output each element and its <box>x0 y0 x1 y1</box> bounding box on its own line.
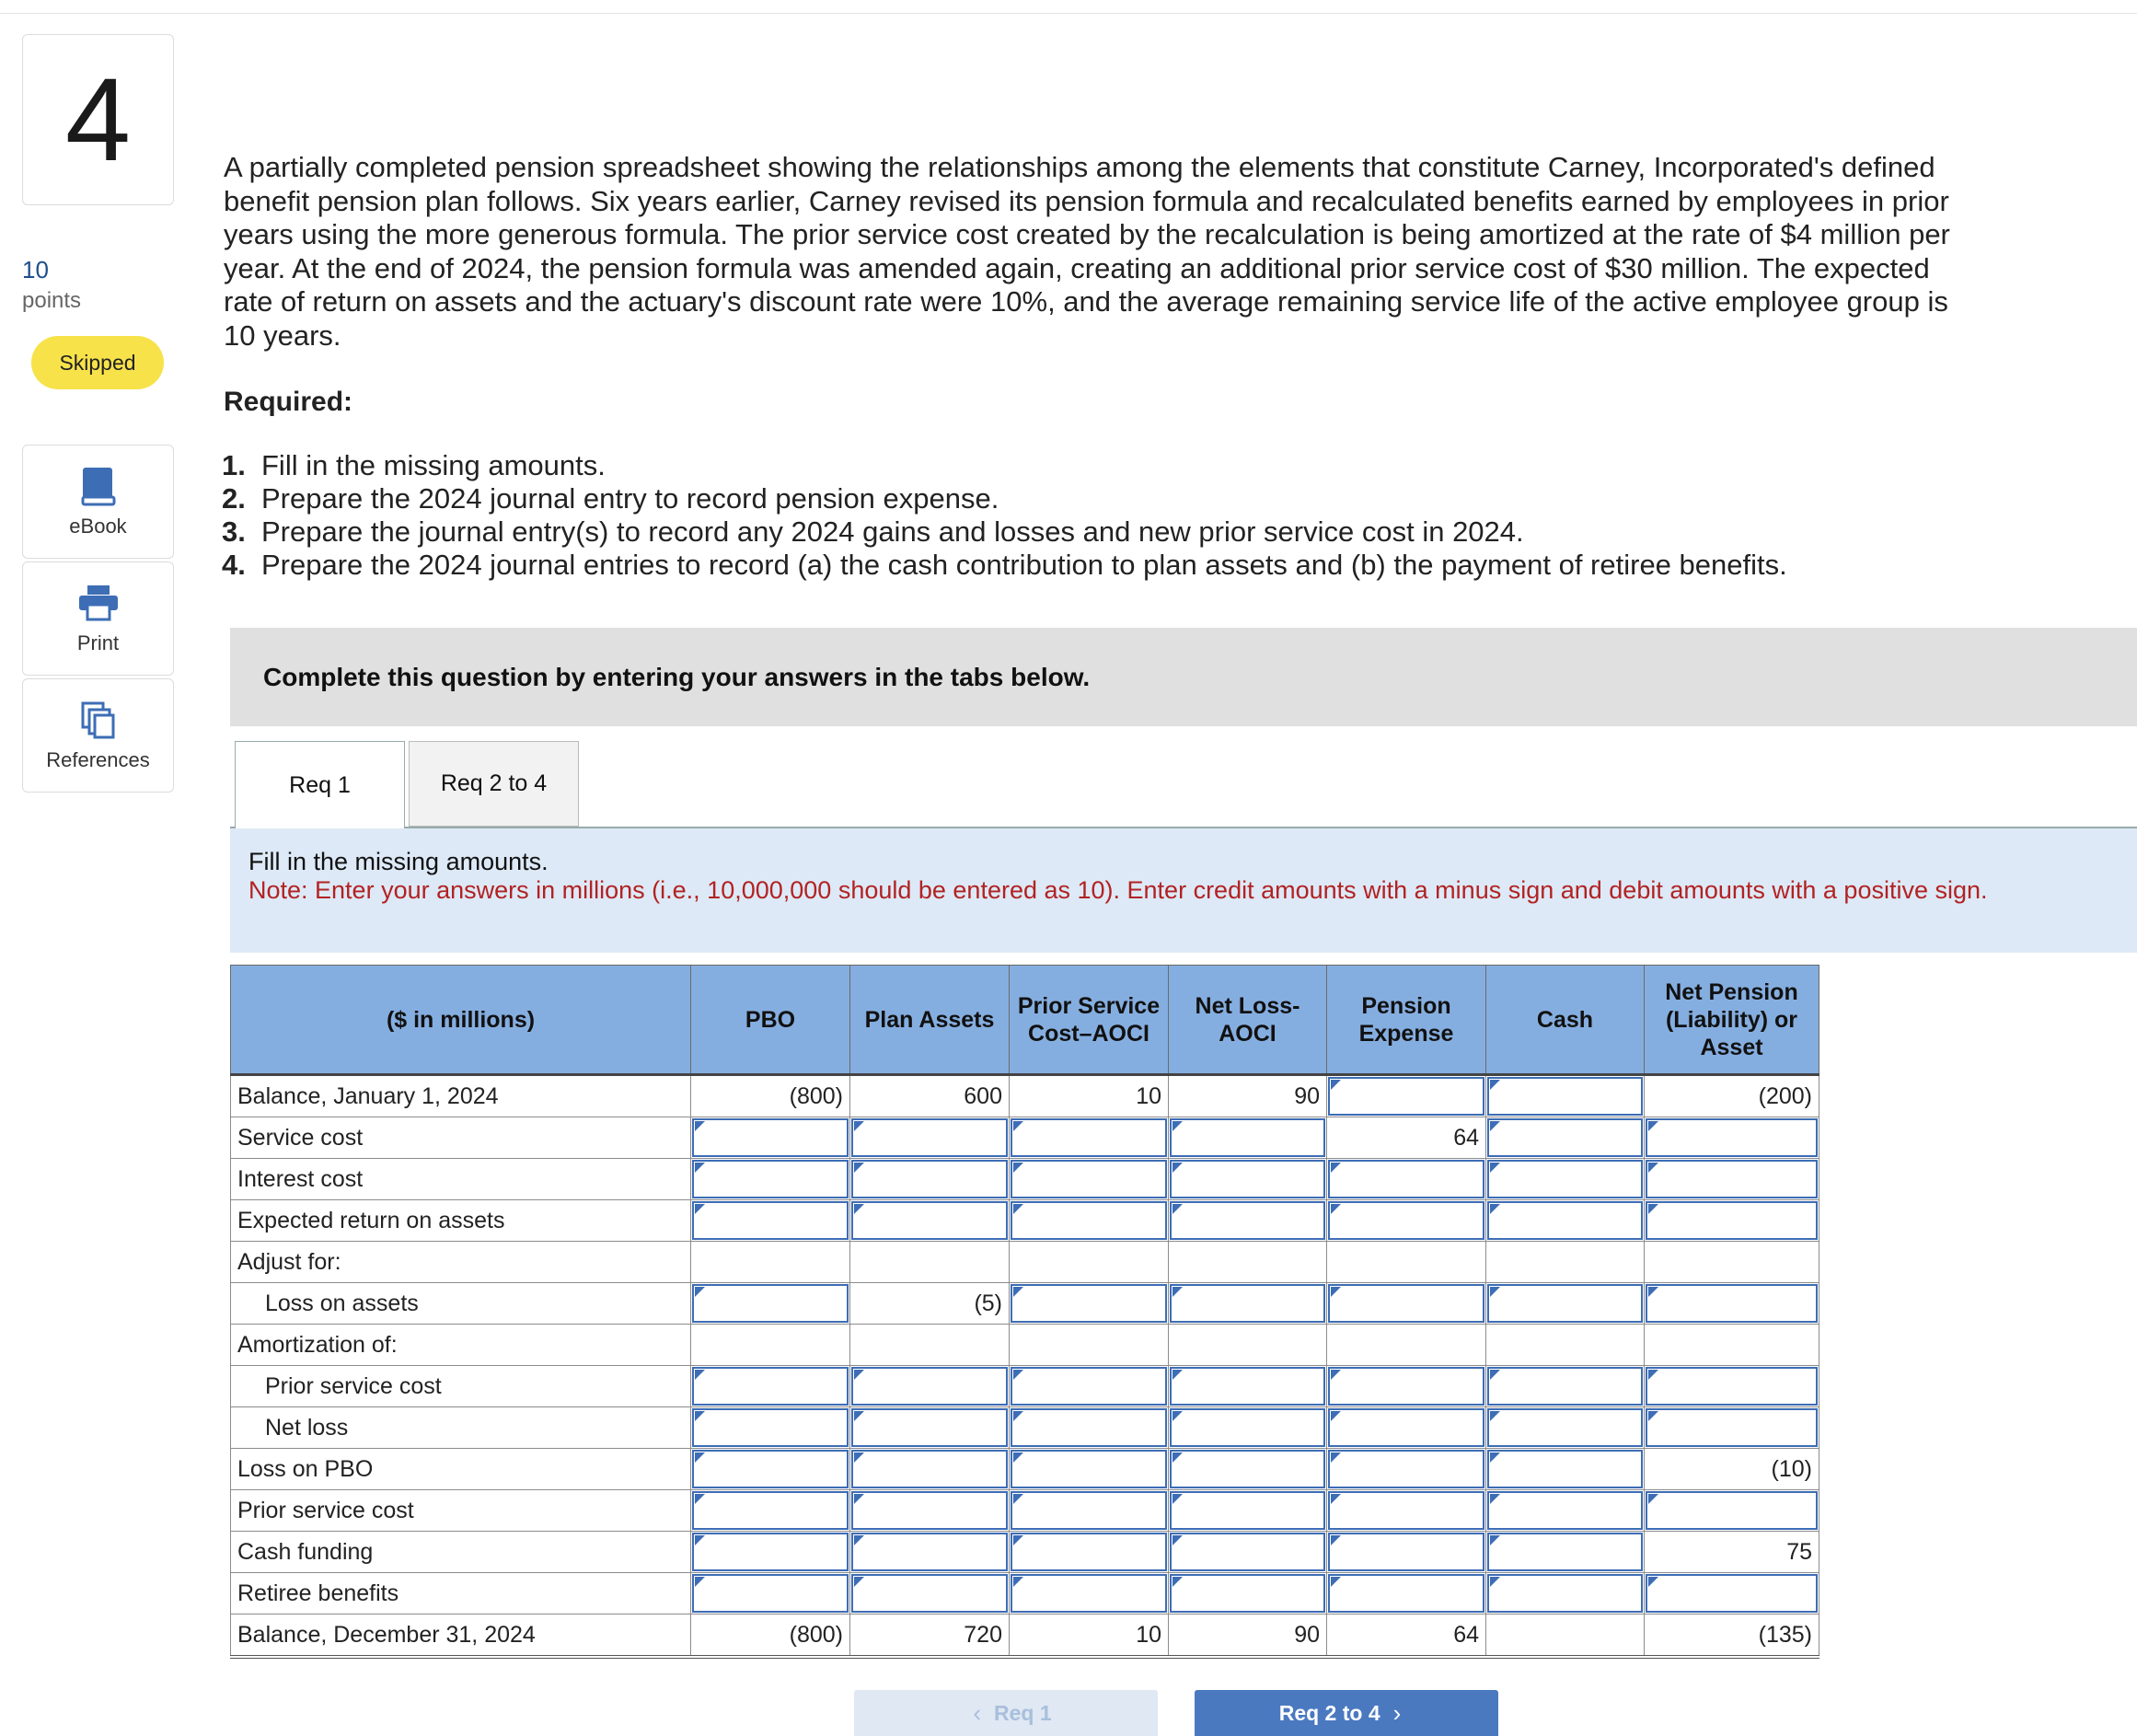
table-cell <box>850 1532 1010 1573</box>
amount-input[interactable] <box>1487 1533 1643 1571</box>
column-header: Cash <box>1486 966 1645 1075</box>
required-list <box>222 449 1787 582</box>
amount-input[interactable] <box>1011 1118 1167 1157</box>
table-cell <box>691 1159 850 1200</box>
table-row <box>231 1614 1819 1658</box>
table-cell <box>850 1449 1010 1490</box>
amount-input[interactable] <box>851 1118 1008 1157</box>
amount-input[interactable] <box>1170 1160 1325 1198</box>
table-cell <box>1645 1366 1819 1407</box>
required-item <box>222 515 1787 549</box>
column-header: Net Pension (Liability) or Asset <box>1645 966 1819 1075</box>
table-cell <box>1010 1449 1169 1490</box>
references-icon <box>80 699 117 741</box>
table-cell <box>1645 1490 1819 1532</box>
table-cell <box>1010 1117 1169 1159</box>
table-cell <box>1486 1573 1645 1614</box>
amount-input[interactable] <box>1646 1160 1818 1198</box>
table-cell <box>1010 1407 1169 1449</box>
points-value: 10 <box>22 256 49 284</box>
table-cell <box>850 1407 1010 1449</box>
table-cell <box>850 1490 1010 1532</box>
required-item-text: Prepare the 2024 journal entry to record pension expense. <box>261 482 999 515</box>
amount-input[interactable] <box>1011 1160 1167 1198</box>
row-label: Interest cost <box>231 1159 691 1200</box>
amount-input[interactable] <box>1170 1118 1325 1157</box>
given-amount: 10 <box>1010 1075 1169 1117</box>
amount-input[interactable] <box>851 1201 1008 1240</box>
table-row <box>231 1366 1819 1407</box>
row-label: Balance, December 31, 2024 <box>231 1614 691 1658</box>
amount-input[interactable] <box>1646 1367 1818 1406</box>
table-cell <box>850 1366 1010 1407</box>
chevron-left-icon: ‹ <box>973 1698 982 1727</box>
table-row <box>231 1490 1819 1532</box>
amount-input[interactable] <box>851 1574 1008 1613</box>
empty-cell <box>850 1325 1010 1366</box>
amount-input[interactable] <box>1487 1408 1643 1447</box>
given-amount: 90 <box>1169 1075 1327 1117</box>
amount-input[interactable] <box>1646 1408 1818 1447</box>
given-amount: (5) <box>850 1283 1010 1325</box>
table-row <box>231 1449 1819 1490</box>
row-label: Prior service cost <box>231 1366 691 1407</box>
table-cell <box>1169 1407 1327 1449</box>
required-item-text: Prepare the journal entry(s) to record any 2024 gains and losses and new prior service cost in 2024. <box>261 515 1524 548</box>
amount-input[interactable] <box>1487 1077 1643 1116</box>
required-item-number: 2. <box>222 482 246 515</box>
amount-input[interactable] <box>1646 1118 1818 1157</box>
column-header: Prior Service Cost–AOCI <box>1010 966 1169 1075</box>
tab-req-1[interactable]: Req 1 <box>235 741 405 828</box>
column-header: ($ in millions) <box>231 966 691 1075</box>
amount-input[interactable] <box>851 1491 1008 1530</box>
amount-input[interactable] <box>1646 1201 1818 1240</box>
table-cell <box>1169 1490 1327 1532</box>
required-item <box>222 482 1787 515</box>
amount-input[interactable] <box>1487 1118 1643 1157</box>
amount-input[interactable] <box>1487 1574 1643 1613</box>
empty-cell <box>1169 1242 1327 1283</box>
amount-input[interactable] <box>692 1160 849 1198</box>
table-cell <box>1327 1573 1486 1614</box>
amount-input[interactable] <box>1011 1491 1167 1530</box>
row-label: Cash funding <box>231 1532 691 1573</box>
table-cell <box>1645 1407 1819 1449</box>
table-cell <box>1010 1159 1169 1200</box>
amount-input[interactable] <box>692 1533 849 1571</box>
table-cell <box>1169 1159 1327 1200</box>
table-cell <box>1486 1075 1645 1117</box>
table-row <box>231 1283 1819 1325</box>
amount-input[interactable] <box>1328 1160 1484 1198</box>
row-label: Balance, January 1, 2024 <box>231 1075 691 1117</box>
top-divider <box>0 13 2137 14</box>
table-row <box>231 1532 1819 1573</box>
amount-input[interactable] <box>1170 1284 1325 1323</box>
amount-input[interactable] <box>1328 1201 1484 1240</box>
amount-input[interactable] <box>1011 1284 1167 1323</box>
row-label: Service cost <box>231 1117 691 1159</box>
instruction-banner <box>230 628 2137 726</box>
given-amount: 64 <box>1327 1117 1486 1159</box>
required-item <box>222 449 1787 482</box>
table-cell <box>1169 1532 1327 1573</box>
table-row <box>231 1159 1819 1200</box>
amount-input[interactable] <box>1170 1201 1325 1240</box>
table-cell <box>850 1573 1010 1614</box>
question-number: 4 <box>22 34 174 205</box>
table-cell <box>1645 1283 1819 1325</box>
table-cell <box>691 1490 850 1532</box>
amount-input[interactable] <box>1170 1367 1325 1406</box>
amount-input[interactable] <box>692 1118 849 1157</box>
amount-input[interactable] <box>1011 1450 1167 1488</box>
ebook-label: eBook <box>69 515 127 538</box>
amount-input[interactable] <box>1328 1574 1484 1613</box>
instruction-text: Complete this question by entering your answers in the tabs below. <box>263 662 1091 691</box>
amount-input[interactable] <box>1328 1450 1484 1488</box>
amount-input[interactable] <box>1646 1284 1818 1323</box>
table-cell <box>1169 1200 1327 1242</box>
amount-input[interactable] <box>1328 1367 1484 1406</box>
table-cell <box>1327 1075 1486 1117</box>
amount-input[interactable] <box>692 1201 849 1240</box>
required-item-number: 3. <box>222 515 246 548</box>
table-cell <box>691 1283 850 1325</box>
amount-input[interactable] <box>1328 1284 1484 1323</box>
table-cell <box>1486 1117 1645 1159</box>
given-amount: 90 <box>1169 1614 1327 1658</box>
amount-input[interactable] <box>1487 1450 1643 1488</box>
empty-cell <box>850 1242 1010 1283</box>
table-cell <box>1645 1117 1819 1159</box>
print-button[interactable] <box>22 561 174 676</box>
amount-input[interactable] <box>851 1533 1008 1571</box>
table-cell <box>1486 1366 1645 1407</box>
amount-input[interactable] <box>1170 1574 1325 1613</box>
amount-input[interactable] <box>1328 1077 1484 1116</box>
given-amount: 75 <box>1645 1532 1819 1573</box>
table-cell <box>1169 1573 1327 1614</box>
required-item-number: 1. <box>222 449 246 481</box>
row-label: Expected return on assets <box>231 1200 691 1242</box>
required-item <box>222 549 1787 582</box>
table-cell <box>1327 1200 1486 1242</box>
amount-input[interactable] <box>1487 1491 1643 1530</box>
amount-input[interactable] <box>692 1367 849 1406</box>
given-amount: (200) <box>1645 1075 1819 1117</box>
panel-title: Fill in the missing amounts. <box>248 848 549 875</box>
table-cell <box>691 1117 850 1159</box>
amount-input[interactable] <box>851 1408 1008 1447</box>
table-cell <box>1010 1283 1169 1325</box>
status-badge: Skipped <box>31 336 164 389</box>
table-cell <box>1327 1532 1486 1573</box>
table-row <box>231 1407 1819 1449</box>
amount-input[interactable] <box>1646 1574 1818 1613</box>
amount-input[interactable] <box>1487 1367 1643 1406</box>
next-button[interactable] <box>1195 1690 1498 1736</box>
table-cell <box>1169 1449 1327 1490</box>
table-cell <box>1010 1532 1169 1573</box>
empty-cell <box>1010 1242 1169 1283</box>
table-cell <box>691 1532 850 1573</box>
references-label: References <box>46 748 150 771</box>
table-cell <box>1486 1200 1645 1242</box>
amount-input[interactable] <box>1646 1491 1818 1530</box>
table-cell <box>1327 1366 1486 1407</box>
empty-cell <box>691 1242 850 1283</box>
column-header: PBO <box>691 966 850 1075</box>
table-cell <box>1169 1117 1327 1159</box>
references-button[interactable] <box>22 678 174 793</box>
given-amount: (135) <box>1645 1614 1819 1658</box>
required-heading: Required: <box>224 387 353 417</box>
table-cell <box>1645 1200 1819 1242</box>
amount-input[interactable] <box>1487 1160 1643 1198</box>
table-cell <box>1645 1573 1819 1614</box>
amount-input[interactable] <box>851 1367 1008 1406</box>
column-header: Net Loss-AOCI <box>1169 966 1327 1075</box>
table-cell <box>1486 1532 1645 1573</box>
table-cell <box>1010 1573 1169 1614</box>
printer-icon <box>77 582 120 624</box>
table-cell <box>691 1366 850 1407</box>
row-label: Amortization of: <box>231 1325 691 1366</box>
table-row <box>231 1242 1819 1283</box>
amount-input[interactable] <box>851 1160 1008 1198</box>
chevron-right-icon: › <box>1392 1698 1402 1727</box>
column-header: Pension Expense <box>1327 966 1486 1075</box>
amount-input[interactable] <box>692 1408 849 1447</box>
empty-cell <box>1645 1242 1819 1283</box>
row-label: Loss on PBO <box>231 1449 691 1490</box>
next-button-label: Req 2 to 4 <box>1278 1700 1380 1725</box>
amount-input[interactable] <box>1328 1533 1484 1571</box>
table-cell <box>691 1573 850 1614</box>
table-cell <box>1327 1283 1486 1325</box>
panel-note: Note: Enter your answers in millions (i.e., 10,000,000 should be entered as 10). Enter credit amounts with a minus sign and debit amounts with a positive sign. <box>248 876 1988 904</box>
table-cell <box>850 1200 1010 1242</box>
table-row <box>231 1573 1819 1614</box>
amount-input[interactable] <box>1487 1201 1643 1240</box>
amount-input[interactable] <box>692 1574 849 1613</box>
amount-input[interactable] <box>1011 1367 1167 1406</box>
table-cell <box>1327 1159 1486 1200</box>
amount-input[interactable] <box>1328 1491 1484 1530</box>
print-label: Print <box>76 631 120 654</box>
prev-button-label: Req 1 <box>994 1700 1052 1725</box>
empty-cell <box>1327 1242 1486 1283</box>
table-cell <box>1327 1449 1486 1490</box>
table-cell <box>1486 1283 1645 1325</box>
table-cell <box>1486 1490 1645 1532</box>
book-icon <box>81 465 116 507</box>
given-amount: (10) <box>1645 1449 1819 1490</box>
table-cell <box>1010 1200 1169 1242</box>
amount-input[interactable] <box>1011 1201 1167 1240</box>
table-row <box>231 1200 1819 1242</box>
table-cell <box>850 1117 1010 1159</box>
question-text: A partially completed pension spreadsheet showing the relationships among the elements that constitute Carney, Incorporated's defined benefit pension plan follows. Six years earlier, Carney revised its pension formula and recalculated benefits earned by employees in prior years using the more generous formula. The prior service cost created by the recalculation is being amortized at the rate of $4 million per year. At the end of 2024, the pension formula was amended again, creating an additional prior service cost of $30 million. The expected rate of return on assets and the actuary's discount rate were 10%, and the average remaining service life of the active employee group is 10 years. <box>224 151 1950 352</box>
table-row <box>231 1117 1819 1159</box>
table-cell <box>691 1407 850 1449</box>
prev-button[interactable] <box>854 1690 1158 1736</box>
given-amount: 600 <box>850 1075 1010 1117</box>
row-label: Loss on assets <box>231 1283 691 1325</box>
points-label: points <box>22 288 82 313</box>
amount-input[interactable] <box>1328 1408 1484 1447</box>
table-cell <box>1169 1366 1327 1407</box>
given-amount: 64 <box>1327 1614 1486 1658</box>
table-cell <box>850 1159 1010 1200</box>
instructions-panel <box>230 828 2137 953</box>
amount-input[interactable] <box>692 1450 849 1488</box>
table-row <box>231 1075 1819 1117</box>
empty-cell <box>691 1325 850 1366</box>
row-label: Prior service cost <box>231 1490 691 1532</box>
row-label: Net loss <box>231 1407 691 1449</box>
amount-input[interactable] <box>692 1284 849 1323</box>
table-cell <box>1010 1490 1169 1532</box>
table-cell <box>1169 1283 1327 1325</box>
amount-input[interactable] <box>1011 1533 1167 1571</box>
given-amount: 10 <box>1010 1614 1169 1658</box>
tab-req-2-to-4[interactable]: Req 2 to 4 <box>409 741 579 827</box>
table-cell <box>1645 1159 1819 1200</box>
table-cell <box>1010 1366 1169 1407</box>
given-amount: (800) <box>691 1075 850 1117</box>
amount-input[interactable] <box>1170 1533 1325 1571</box>
row-label: Retiree benefits <box>231 1573 691 1614</box>
empty-cell <box>1645 1325 1819 1366</box>
row-label: Adjust for: <box>231 1242 691 1283</box>
column-header: Plan Assets <box>850 966 1010 1075</box>
given-amount: (800) <box>691 1614 850 1658</box>
amount-input[interactable] <box>1170 1450 1325 1488</box>
table-cell <box>691 1200 850 1242</box>
required-item-number: 4. <box>222 549 246 581</box>
ebook-button[interactable] <box>22 445 174 559</box>
amount-input[interactable] <box>1170 1491 1325 1530</box>
table-cell <box>691 1449 850 1490</box>
given-amount <box>1486 1614 1645 1658</box>
table-cell <box>1486 1449 1645 1490</box>
required-item-text: Fill in the missing amounts. <box>261 449 606 481</box>
amount-input[interactable] <box>1011 1408 1167 1447</box>
empty-cell <box>1327 1325 1486 1366</box>
table-row <box>231 1325 1819 1366</box>
required-item-text: Prepare the 2024 journal entries to record (a) the cash contribution to plan assets and (b) the payment of retiree benefits. <box>261 549 1787 581</box>
amount-input[interactable] <box>1170 1408 1325 1447</box>
amount-input[interactable] <box>1487 1284 1643 1323</box>
empty-cell <box>1486 1325 1645 1366</box>
amount-input[interactable] <box>851 1450 1008 1488</box>
amount-input[interactable] <box>692 1491 849 1530</box>
table-cell <box>1486 1407 1645 1449</box>
empty-cell <box>1486 1242 1645 1283</box>
empty-cell <box>1169 1325 1327 1366</box>
table-cell <box>1486 1159 1645 1200</box>
table-cell <box>1327 1490 1486 1532</box>
table-cell <box>1327 1407 1486 1449</box>
pension-spreadsheet <box>230 965 1819 1659</box>
empty-cell <box>1010 1325 1169 1366</box>
amount-input[interactable] <box>1011 1574 1167 1613</box>
given-amount: 720 <box>850 1614 1010 1658</box>
